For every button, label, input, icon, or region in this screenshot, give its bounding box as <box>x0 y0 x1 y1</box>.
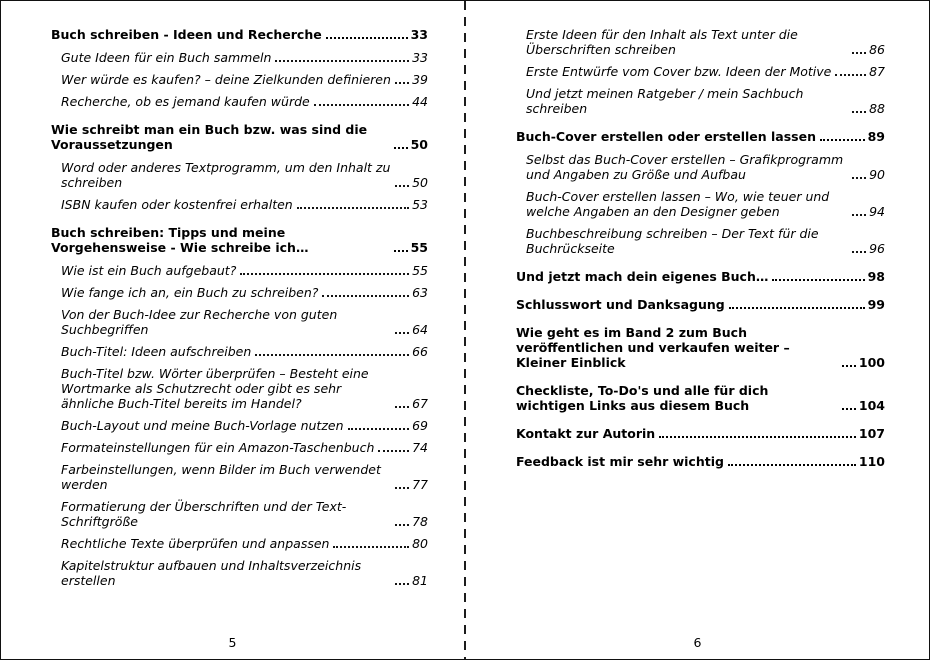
toc-entry <box>61 197 428 212</box>
toc-entry-title: Buch schreiben: Tipps und meine Vorgehensweise - Wie schreibe ich… <box>51 225 309 255</box>
dot-leader <box>255 354 409 356</box>
toc-entry <box>61 344 428 359</box>
toc-entry-title: Buch-Cover erstellen lassen – Wo, wie teuer und welche Angaben an den Designer geben <box>526 189 830 219</box>
dot-leader <box>772 279 864 281</box>
toc-entry-page: 99 <box>867 297 885 312</box>
toc-entry-title: Wer würde es kaufen? – deine Zielkunden definieren <box>61 72 391 87</box>
toc-entry-title: Buch-Titel: Ideen aufschreiben <box>61 344 252 359</box>
toc-entry <box>61 366 428 411</box>
toc-entry-page: 86 <box>869 42 885 57</box>
toc-entry <box>516 129 885 144</box>
dot-leader <box>314 104 409 106</box>
dot-leader <box>659 436 856 438</box>
toc-entry <box>516 269 885 284</box>
toc-entry <box>61 94 428 109</box>
toc-entry-title: Schlusswort und Danksagung <box>516 297 725 312</box>
toc-entry-title: Checkliste, To-Do's und alle für dich wichtigen Links aus diesem Buch <box>516 383 769 413</box>
toc-entry <box>61 307 428 337</box>
toc-entry-title: Kontakt zur Autorin <box>516 426 656 441</box>
toc-entry-page: 39 <box>412 72 428 87</box>
toc-entry <box>51 122 428 152</box>
toc-entry-title: Wie geht es im Band 2 zum Buch veröffentlichen und verkaufen weiter – Kleiner Einblick <box>516 325 790 370</box>
dot-leader <box>728 464 856 466</box>
toc-entry-page: 69 <box>412 418 428 433</box>
toc-entry-page: 88 <box>869 101 885 116</box>
toc-entry-page: 94 <box>869 204 885 219</box>
dot-leader <box>852 177 866 179</box>
toc-entry-page: 78 <box>412 514 428 529</box>
toc-entry <box>526 152 885 182</box>
toc-entry-title: Gute Ideen für ein Buch sammeln <box>61 50 272 65</box>
dot-leader <box>333 546 409 548</box>
dot-leader <box>729 307 865 309</box>
toc-entry-page: 50 <box>410 137 428 152</box>
dot-leader <box>395 332 409 334</box>
toc-entry-page: 87 <box>869 64 885 79</box>
dot-leader <box>395 487 409 489</box>
toc-entry <box>51 27 428 42</box>
toc-entry <box>516 297 885 312</box>
toc-entry <box>61 499 428 529</box>
dot-leader <box>852 111 866 113</box>
toc-entry-page: 110 <box>858 454 885 469</box>
dot-leader <box>395 185 409 187</box>
toc-entry-title: Buch-Cover erstellen oder erstellen lassen <box>516 129 816 144</box>
toc-entry-title: Rechtliche Texte überprüfen und anpassen <box>61 536 330 551</box>
toc-entry-title: Word oder anderes Textprogramm, um den Inhalt zu schreiben <box>61 160 391 190</box>
toc-entry-title: Formatierung der Überschriften und der Text-Schriftgröße <box>61 499 347 529</box>
page-number-right: 6 <box>693 635 702 650</box>
dot-leader <box>852 214 866 216</box>
toc-entry-title: Erste Entwürfe vom Cover bzw. Ideen der Motive <box>526 64 832 79</box>
dot-leader <box>395 82 409 84</box>
toc-entry-title: Farbeinstellungen, wenn Bilder im Buch verwendet werden <box>61 462 381 492</box>
toc-entry <box>61 72 428 87</box>
toc-entry-title: Feedback ist mir sehr wichtig <box>516 454 724 469</box>
toc-entry <box>61 536 428 551</box>
toc-entry-page: 44 <box>412 94 428 109</box>
left-page <box>1 1 464 659</box>
toc-entry <box>61 558 428 588</box>
toc-entry-title: Buchbeschreibung schreiben – Der Text für die Buchrückseite <box>526 226 819 256</box>
dot-leader <box>394 147 408 149</box>
toc-entry <box>61 160 428 190</box>
dot-leader <box>348 428 410 430</box>
toc-entry <box>526 189 885 219</box>
toc-entry-title: Recherche, ob es jemand kaufen würde <box>61 94 310 109</box>
toc-entry <box>61 440 428 455</box>
toc-entry-page: 104 <box>858 398 885 413</box>
dot-leader <box>842 365 856 367</box>
toc-entry <box>61 418 428 433</box>
toc-entry-title: ISBN kaufen oder kostenfrei erhalten <box>61 197 293 212</box>
toc-entry <box>526 226 885 256</box>
toc-entry-title: Formateinstellungen für ein Amazon-Taschenbuch <box>61 440 375 455</box>
toc-entry-page: 80 <box>412 536 428 551</box>
toc-entry-title: Kapitelstruktur aufbauen und Inhaltsverzeichnis erstellen <box>61 558 362 588</box>
toc-entry-title: Buch-Titel bzw. Wörter überprüfen – Besteht eine Wortmarke als Schutzrecht oder gibt es sehr ähnliche Buch-Titel bereits im Handel? <box>61 366 369 411</box>
toc-entry-page: 33 <box>410 27 428 42</box>
toc-entry-title: Buch-Layout und meine Buch-Vorlage nutzen <box>61 418 344 433</box>
toc-entry-page: 77 <box>412 477 428 492</box>
toc-entry <box>51 225 428 255</box>
page-number-left: 5 <box>228 635 237 650</box>
dot-leader <box>395 524 409 526</box>
toc-entry-title: Buch schreiben - Ideen und Recherche <box>51 27 322 42</box>
toc-entry-page: 50 <box>412 175 428 190</box>
toc-entry <box>526 64 885 79</box>
toc-entry-page: 55 <box>410 240 428 255</box>
dot-leader <box>378 450 409 452</box>
toc-entry-title: Und jetzt mach dein eigenes Buch… <box>516 269 769 284</box>
toc-entry-page: 100 <box>858 355 885 370</box>
toc-entry-page: 81 <box>412 573 428 588</box>
toc-entry-page: 63 <box>412 285 428 300</box>
toc-entry-title: Wie ist ein Buch aufgebaut? <box>61 263 237 278</box>
toc-entry <box>61 285 428 300</box>
dot-leader <box>275 60 409 62</box>
dot-leader <box>820 139 865 141</box>
toc-entry-page: 107 <box>858 426 885 441</box>
dot-leader <box>835 74 866 76</box>
dot-leader <box>395 406 409 408</box>
toc-entry-page: 66 <box>412 344 428 359</box>
toc-entry-page: 67 <box>412 396 428 411</box>
dot-leader <box>240 273 409 275</box>
dot-leader <box>297 207 409 209</box>
toc-entry-title: Wie fange ich an, ein Buch zu schreiben? <box>61 285 319 300</box>
toc-entry-title: Wie schreibt man ein Buch bzw. was sind die Voraussetzungen <box>51 122 368 152</box>
toc-entry <box>516 383 885 413</box>
toc-entry-page: 74 <box>412 440 428 455</box>
toc-entry-page: 64 <box>412 322 428 337</box>
toc-entry-title: Erste Ideen für den Inhalt als Text unter die Überschriften schreiben <box>526 27 798 57</box>
dot-leader <box>322 295 409 297</box>
toc-entry <box>61 50 428 65</box>
toc-entry <box>516 325 885 370</box>
dot-leader <box>326 37 408 39</box>
toc-entry-page: 89 <box>867 129 885 144</box>
dot-leader <box>395 583 409 585</box>
toc-entry <box>61 263 428 278</box>
right-page <box>466 1 929 659</box>
toc-entry-title: Selbst das Buch-Cover erstellen – Grafikprogramm und Angaben zu Größe und Aufbau <box>526 152 844 182</box>
toc-entry-page: 96 <box>869 241 885 256</box>
toc-entry-page: 90 <box>869 167 885 182</box>
dot-leader <box>394 250 408 252</box>
toc-entry <box>526 86 885 116</box>
toc-entry-title: Und jetzt meinen Ratgeber / mein Sachbuch schreiben <box>526 86 804 116</box>
dot-leader <box>842 408 856 410</box>
toc-entry-page: 53 <box>412 197 428 212</box>
toc-entry <box>516 454 885 469</box>
toc-entry-page: 98 <box>867 269 885 284</box>
toc-entry <box>526 27 885 57</box>
dot-leader <box>852 251 866 253</box>
toc-entry-title: Von der Buch-Idee zur Recherche von guten Suchbegriffen <box>61 307 338 337</box>
toc-entry <box>516 426 885 441</box>
dot-leader <box>852 52 866 54</box>
toc-entry <box>61 462 428 492</box>
toc-entry-page: 33 <box>412 50 428 65</box>
toc-entry-page: 55 <box>412 263 428 278</box>
